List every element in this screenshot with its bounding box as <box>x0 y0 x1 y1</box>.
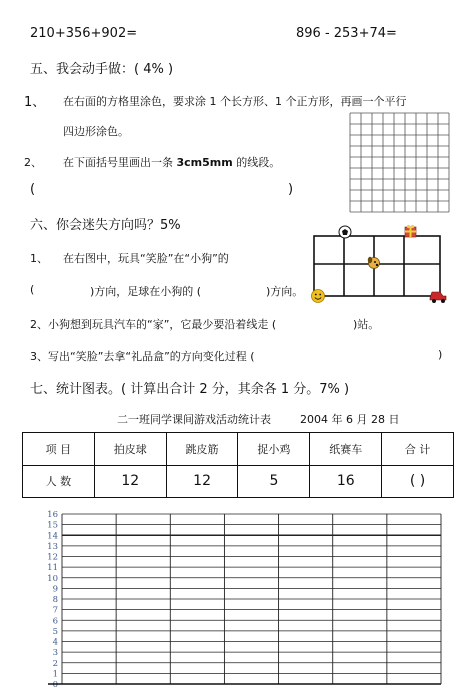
sec5-q1-line2: 四边形涂色。 <box>63 125 129 138</box>
sec6-q1-end: )方向。 <box>266 285 304 298</box>
value-cell: 5 <box>238 465 310 498</box>
value-cell: 16 <box>310 465 382 498</box>
header-cell: 拍皮球 <box>94 433 166 466</box>
direction-map <box>306 224 448 304</box>
y-tick-label: 9 <box>52 584 58 595</box>
sec5-q2-pre: 在下面括号里画出一条 <box>63 156 173 169</box>
football-icon <box>339 226 351 238</box>
table-title: 二一班同学课间游戏活动统计表 <box>117 413 271 426</box>
header-cell: 捉小鸡 <box>238 433 310 466</box>
sec5-q2-close-paren: ) <box>288 182 294 197</box>
header-cell: 项 目 <box>23 433 95 466</box>
y-tick-label: 11 <box>47 563 58 574</box>
value-cell: 12 <box>94 465 166 498</box>
toy-car-icon <box>430 292 446 303</box>
sec5-q2-open-paren[interactable]: ( <box>30 182 36 197</box>
section-7-title: 七、统计图表。( 计算出合计 2 分，其余各 1 分。7% ) <box>30 382 350 397</box>
header-cell: 跳皮筋 <box>166 433 238 466</box>
coloring-grid[interactable] <box>350 113 449 212</box>
section-6-title: 六、你会迷失方向吗？5% <box>30 218 181 233</box>
sec6-q1-open-paren[interactable]: ( <box>30 283 35 296</box>
y-tick-label: 2 <box>52 658 58 669</box>
y-tick-label: 16 <box>47 510 58 520</box>
y-tick-label: 15 <box>47 520 58 531</box>
sec6-q1-line1: 在右图中，玩具“笑脸”在“小狗”的 <box>63 252 229 265</box>
sec6-q1-middle[interactable]: )方向，足球在小狗的 ( <box>90 285 202 298</box>
y-tick-label: 0 <box>52 680 58 690</box>
smiley-face-icon <box>312 290 325 303</box>
statistics-table <box>22 432 454 498</box>
table-value-row <box>23 465 454 498</box>
sec5-q1-line1: 在右面的方格里涂色，要求涂 1 个长方形、1 个正方形，再画一个平行 <box>63 95 407 108</box>
row-label: 人 数 <box>23 465 95 498</box>
y-tick-label: 4 <box>52 637 58 648</box>
sec6-q2-end: )站。 <box>353 318 380 331</box>
y-tick-label: 14 <box>47 531 58 542</box>
y-tick-label: 12 <box>47 552 58 563</box>
bar-chart-grid[interactable] <box>36 506 456 692</box>
section-5-title: 五、我会动手做：( 4% ) <box>30 62 174 77</box>
arith-left: 210+356+902= <box>30 26 138 41</box>
sec5-q2-post: 的线段。 <box>236 156 281 169</box>
table-header-row <box>23 433 454 466</box>
table-date: 2004 年 6 月 28 日 <box>300 413 400 426</box>
value-cell: 12 <box>166 465 238 498</box>
y-tick-label: 1 <box>52 669 58 680</box>
sec6-q3[interactable]: 3、写出“笑脸”去拿“礼品盒”的方向变化过程 ( <box>30 350 255 363</box>
y-tick-label: 5 <box>52 626 58 637</box>
y-tick-label: 6 <box>52 616 58 627</box>
sec5-q2-number: 2、 <box>24 156 42 169</box>
sec6-q1-number: 1、 <box>30 252 48 265</box>
puppy-icon <box>368 257 380 269</box>
sec5-q1-number: 1、 <box>24 95 46 110</box>
header-cell: 纸赛车 <box>310 433 382 466</box>
sec6-q3-end: ) <box>438 348 443 361</box>
y-tick-label: 7 <box>52 605 58 616</box>
y-tick-label: 3 <box>52 648 58 659</box>
arith-right: 896 - 253+74= <box>296 26 397 41</box>
y-tick-label: 10 <box>47 573 58 584</box>
header-cell: 合 计 <box>382 433 454 466</box>
gift-box-icon <box>405 225 416 237</box>
y-tick-label: 8 <box>52 595 58 605</box>
sec5-q2-text <box>63 154 280 170</box>
total-answer-cell[interactable]: ( ) <box>382 465 454 498</box>
sec6-q2[interactable]: 2、小狗想到玩具汽车的“家”，它最少要沿着线走 ( <box>30 318 277 331</box>
y-tick-label: 13 <box>47 541 58 552</box>
sec5-q2-length: 3cm5mm <box>176 156 233 169</box>
